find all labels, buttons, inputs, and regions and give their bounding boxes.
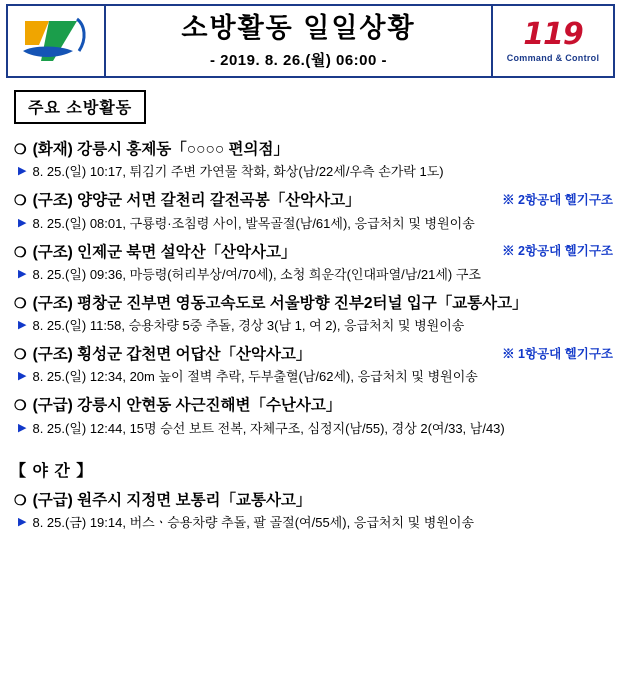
page-title: 소방활동 일일상황	[181, 13, 416, 44]
incident-detail-row	[18, 267, 613, 284]
badge-subtitle: Command & Control	[506, 52, 600, 63]
night-incident-list	[0, 491, 621, 532]
triangle-bullet-icon: ▶	[18, 267, 27, 280]
incident-detail-row	[18, 421, 613, 438]
badge-119-icon: 119	[523, 16, 583, 52]
incident-detail-row	[18, 164, 613, 181]
incident-header	[14, 396, 613, 415]
incident-detail: 8. 25.(금) 19:14, 버스ㆍ승용차량 추돌, 팔 골절(여/55세), 응급처치 및 병원이송	[32, 514, 475, 530]
incident-note: ※ 2항공대 헬기구조	[502, 193, 613, 208]
incident-header	[14, 140, 613, 159]
circle-bullet-icon: ❍	[14, 346, 27, 363]
incident-title: (화재) 강릉시 홍제동「○○○○ 편의점」	[32, 141, 289, 158]
incident-header	[14, 491, 613, 510]
triangle-bullet-icon: ▶	[18, 370, 27, 383]
incident-detail: 8. 25.(일) 08:01, 구룡령·조침령 사이, 발목골절(남/61세), 응급처치 및 병원이송	[32, 215, 475, 231]
emblem-icon	[19, 15, 93, 67]
incident-detail-row	[18, 369, 613, 386]
incident-note: ※ 2항공대 헬기구조	[502, 244, 613, 259]
incident-header	[14, 294, 613, 313]
header-badge-cell	[491, 6, 613, 76]
list-item	[14, 140, 613, 181]
circle-bullet-icon: ❍	[14, 491, 27, 508]
list-item	[14, 345, 613, 386]
list-item	[14, 396, 613, 437]
incident-list	[0, 140, 621, 438]
triangle-bullet-icon: ▶	[18, 421, 27, 434]
incident-detail: 8. 25.(일) 12:34, 20m 높이 절벽 추락, 두부출혈(남/62세), 응급처치 및 병원이송	[32, 369, 478, 385]
header-logo-cell	[8, 6, 106, 76]
header-title-cell	[106, 6, 491, 76]
circle-bullet-icon: ❍	[14, 141, 27, 157]
circle-bullet-icon: ❍	[14, 294, 27, 311]
incident-detail-row	[18, 515, 613, 532]
incident-header	[14, 345, 613, 364]
incident-detail-row	[18, 318, 613, 335]
triangle-bullet-icon: ▶	[18, 515, 27, 528]
incident-title: (구급) 강릉시 안현동 사근진해변「수난사고」	[32, 397, 342, 415]
circle-bullet-icon: ❍	[14, 192, 27, 209]
triangle-bullet-icon: ▶	[18, 319, 27, 332]
incident-detail: 8. 25.(일) 09:36, 마등령(허리부상/여/70세), 소청 희운각(인대파열/남/21세) 구조	[32, 266, 481, 282]
incident-header	[14, 243, 613, 262]
incident-header	[14, 191, 613, 210]
section-title: 주요 소방활동	[14, 90, 146, 124]
incident-detail: 8. 25.(일) 11:58, 승용차량 5중 추돌, 경상 3(남 1, 여 2), 응급처치 및 병원이송	[32, 318, 465, 334]
page-subtitle: - 2019. 8. 26.(월) 06:00 -	[209, 51, 388, 69]
incident-detail: 8. 25.(일) 12:44, 15명 승선 보트 전복, 자체구조, 심정지(남/55), 경상 2(여/33, 남/43)	[32, 420, 505, 436]
circle-bullet-icon: ❍	[14, 397, 27, 414]
triangle-bullet-icon: ▶	[18, 216, 27, 229]
list-item	[14, 491, 613, 532]
incident-title: (구조) 인제군 북면 설악산「산악사고」	[32, 243, 297, 261]
document-page	[0, 4, 621, 682]
incident-title: (구조) 횡성군 갑천면 어답산「산악사고」	[32, 346, 312, 364]
incident-detail-row	[18, 216, 613, 233]
incident-title: (구조) 평창군 진부면 영동고속도로 서울방향 진부2터널 입구「교통사고」	[32, 294, 528, 312]
list-item	[14, 294, 613, 335]
incident-title: (구조) 양양군 서면 갈천리 갈전곡봉「산악사고」	[32, 192, 361, 210]
incident-title: (구급) 원주시 지정면 보통리「교통사고」	[32, 491, 312, 509]
night-section-label: 【 야 간 】	[10, 462, 94, 480]
list-item	[14, 243, 613, 284]
triangle-bullet-icon: ▶	[18, 165, 27, 178]
incident-detail: 8. 25.(일) 10:17, 튀김기 주변 가연물 착화, 화상(남/22세/우측 손가락 1도)	[32, 164, 444, 180]
circle-bullet-icon: ❍	[14, 243, 27, 260]
document-header	[6, 4, 615, 78]
list-item	[14, 191, 613, 232]
incident-note: ※ 1항공대 헬기구조	[502, 346, 613, 361]
